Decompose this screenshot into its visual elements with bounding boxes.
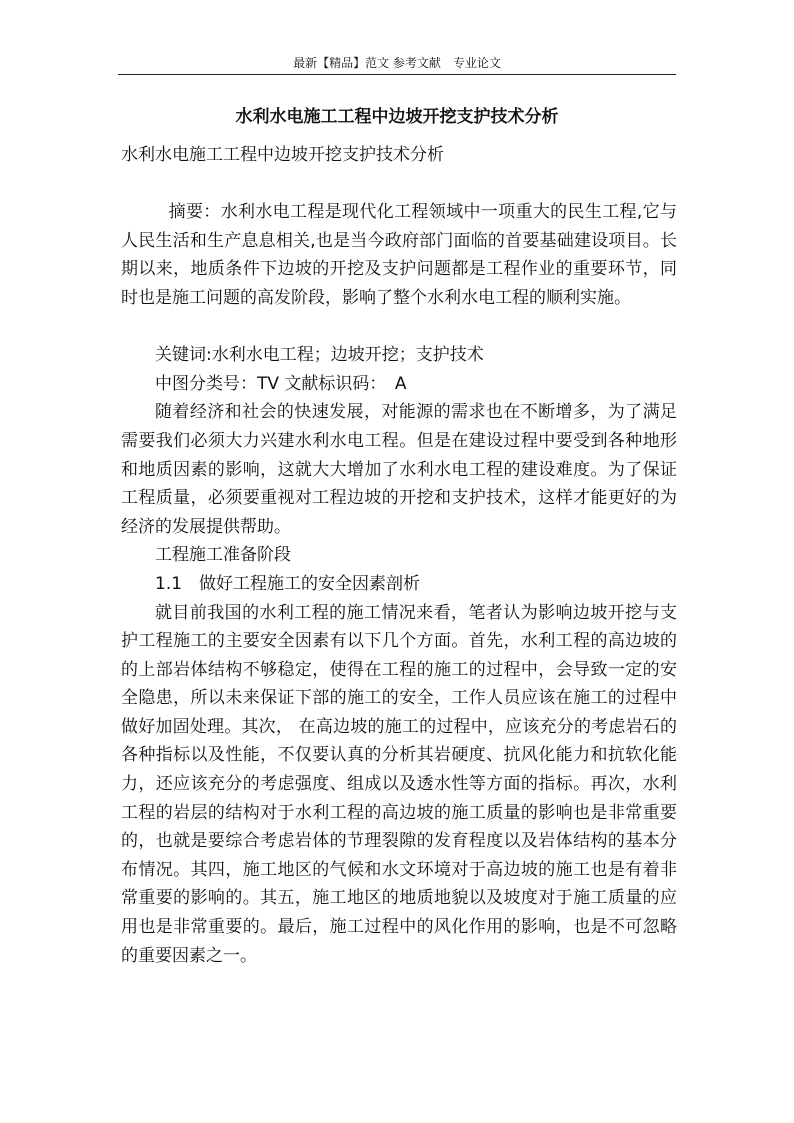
- header-divider: [118, 74, 676, 75]
- spacer: [121, 313, 677, 342]
- classification-line: 中图分类号：TV 文献标识码： A: [155, 373, 407, 394]
- keywords-line: 关键词:水利水电工程；边坡开挖；支护技术: [155, 345, 484, 366]
- subtitle-paragraph: 水利水电施工工程中边坡开挖支护技术分析: [121, 145, 444, 165]
- document-title: 水利水电施工工程中边坡开挖支护技术分析: [235, 107, 559, 127]
- spacer: [121, 170, 677, 199]
- abstract-paragraph: 摘要：水利水电工程是现代化工程领域中一项重大的民生工程,它与人民生活和生产息息相关,也是当今政府部门面临的首要基础建设项目。长期以来，地质条件下边坡的开挖及支护问题都是工程作业的重要环节，同时也是施工问题的高发阶段，影响了整个水利水电工程的顺利实施。: [121, 202, 677, 308]
- subsection-heading: 1.1 做好工程施工的安全因素剖析: [155, 573, 421, 594]
- analysis-paragraph: 就目前我国的水利工程的施工情况来看，笔者认为影响边坡开挖与支护工程施工的主要安全因素有以下几个方面。首先，水利工程的高边坡的的上部岩体结构不够稳定，使得在工程的施工的过程中，会导致一定的安全隐患，所以未来保证下部的施工的安全，工作人员应该在施工的过程中做好加固处理。其次， 在高边坡的施工的过程中，应该充分的考虑岩石的各种指标以及性能，不仅要认真的分析其岩硬度、抗风化能力和抗软化能力，还应该充分的考虑强度、组成以及透水性等方面的指标。再次，水利工程的岩层的结构对于水利工程的高边坡的施工质量的影响也是非常重要的，也就是要综合考虑岩体的节理裂隙的发育程度以及岩体结构的基本分布情况。其四，施工地区的气候和水文环境对于高边坡的施工也是有着非常重要的影响的。其五，施工地区的地质地貌以及坡度对于施工质量的应用也是非常重要的。最后，施工过程中的风化作用的影响，也是不可忽略的重要因素之一。: [121, 602, 677, 966]
- page-header: 最新【精品】范文 参考文献 专业论文: [293, 56, 501, 70]
- document-body: [121, 141, 677, 970]
- section-heading: 工程施工准备阶段: [155, 545, 291, 566]
- intro-paragraph: 随着经济和社会的快速发展，对能源的需求也在不断增多，为了满足需要我们必须大力兴建水利水电工程。但是在建设过程中要受到各种地形和地质因素的影响，这就大大增加了水利水电工程的建设难度。为了保证工程质量，必须要重视对工程边坡的开挖和支护技术，这样才能更好的为经济的发展提供帮助。: [121, 402, 677, 537]
